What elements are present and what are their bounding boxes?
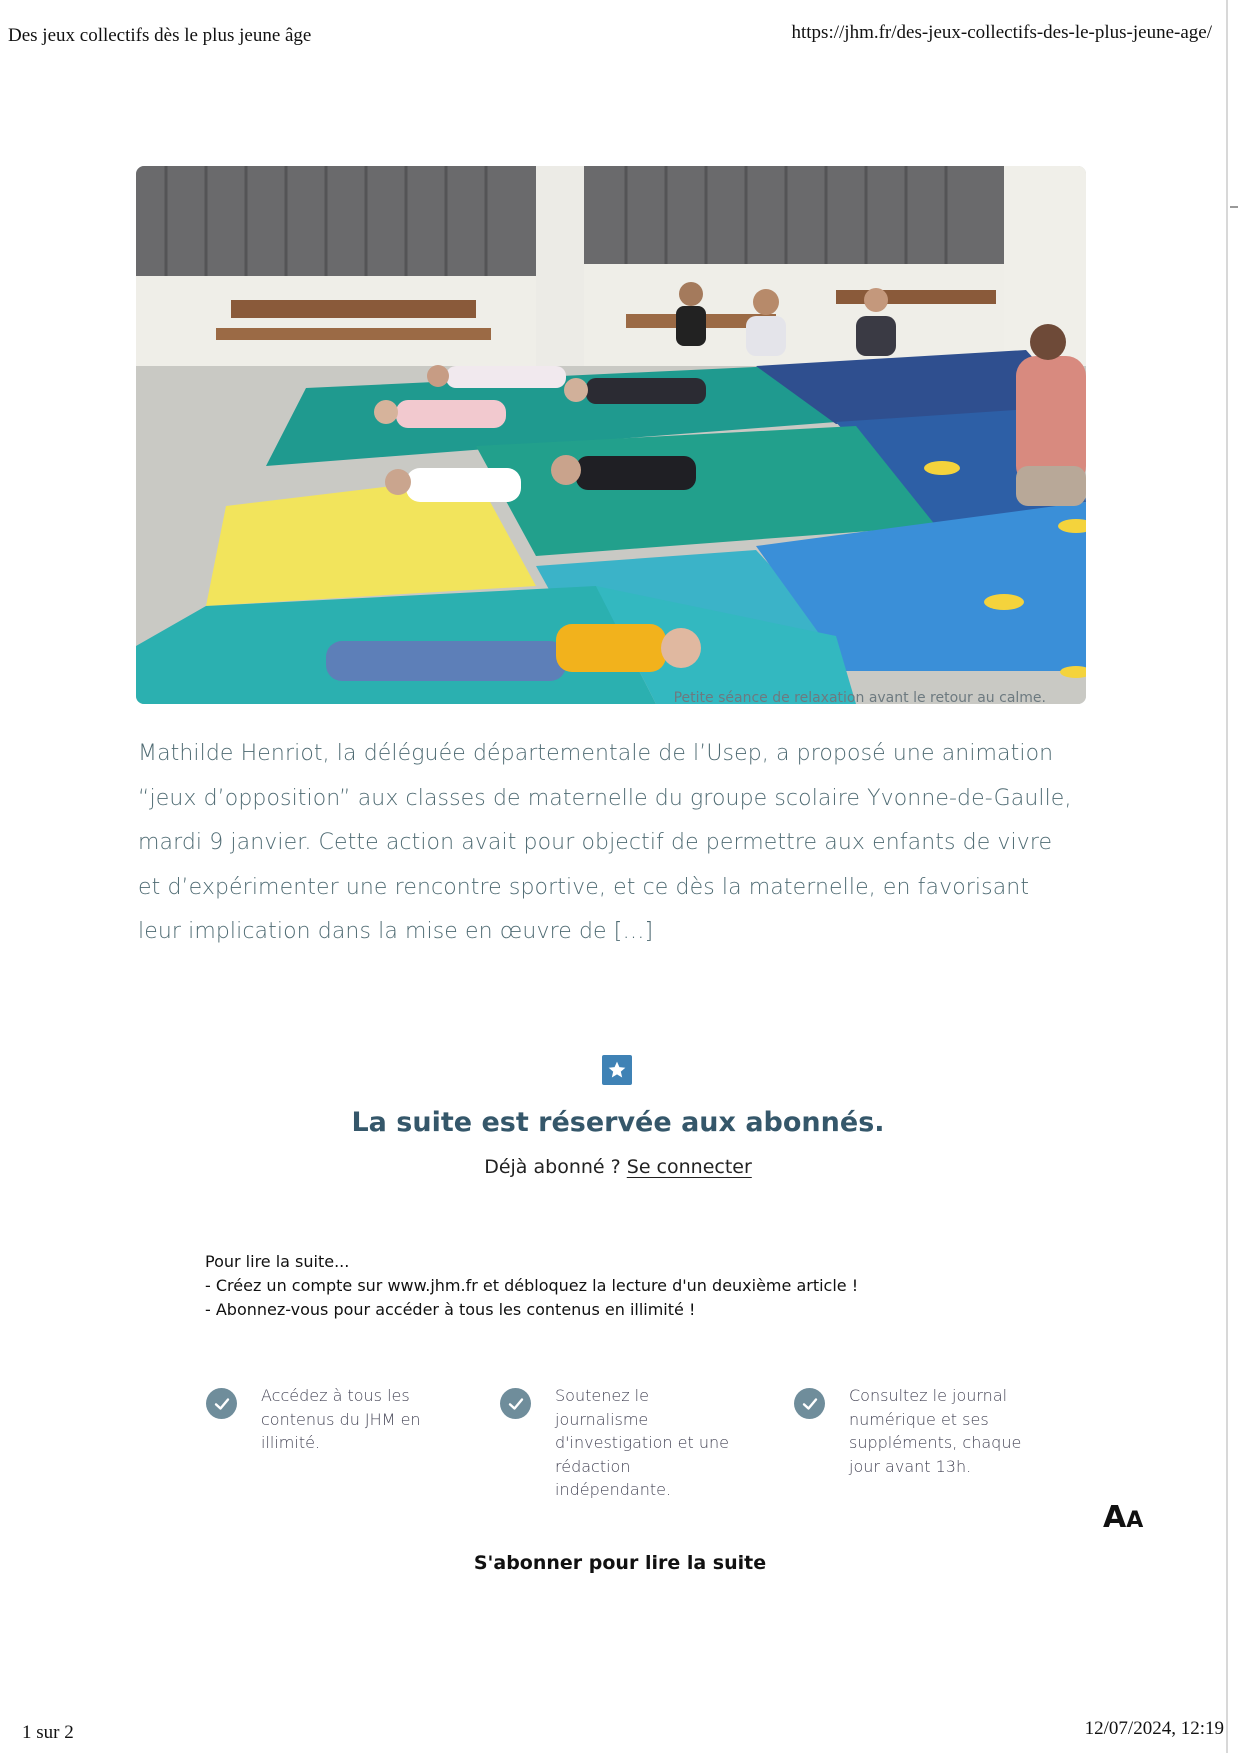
check-circle-icon bbox=[794, 1388, 825, 1419]
check-circle-icon bbox=[500, 1388, 531, 1419]
print-footer-page: 1 sur 2 bbox=[22, 1722, 74, 1743]
font-size-toggle[interactable] bbox=[1103, 1500, 1143, 1535]
photo-caption: Petite séance de relaxation avant le retour au calme. bbox=[673, 690, 1046, 706]
article-lead-paragraph: Mathilde Henriot, la déléguée départementale de l’Usep, a proposé une animation “jeux d’opposition” aux classes de maternelle du groupe scolaire Yvonne-de-Gaulle, mardi 9 janvier. Cette action avait pour objectif de permettre aux enfants de vivre et d’expérimenter une rencontre sportive, et ce dès la maternelle, en favorisant leur implication dans la mise en œuvre de […] bbox=[138, 741, 1072, 944]
subscribe-button[interactable]: S'abonner pour lire la suite bbox=[473, 1552, 767, 1574]
readmore-intro: Pour lire la suite... bbox=[205, 1252, 350, 1271]
print-header-title: Des jeux collectifs dès le plus jeune âge bbox=[8, 25, 312, 46]
print-header-url: https://jhm.fr/des-jeux-collectifs-des-le-plus-jeune-age/ bbox=[791, 22, 1212, 43]
font-size-large-glyph: A bbox=[1103, 1500, 1127, 1535]
readmore-create-account: - Créez un compte sur www.jhm.fr et débloquez la lecture d'un deuxième article ! bbox=[205, 1276, 859, 1295]
readmore-instructions bbox=[205, 1250, 858, 1322]
star-icon bbox=[602, 1055, 632, 1085]
font-size-small-glyph: A bbox=[1126, 1508, 1144, 1533]
benefit-text: Consultez le journal numérique et ses suppléments, chaque jour avant 13h. bbox=[849, 1386, 1022, 1476]
scan-edge-mark bbox=[1230, 206, 1238, 208]
already-subscribed-text: Déjà abonné ? bbox=[484, 1156, 621, 1178]
scan-edge-line bbox=[1226, 0, 1228, 1753]
readmore-subscribe: - Abonnez-vous pour accéder à tous les contenus en illimité ! bbox=[205, 1300, 696, 1319]
login-link[interactable]: Se connecter bbox=[626, 1156, 752, 1178]
benefit-text: Accédez à tous les contenus du JHM en illimité. bbox=[261, 1386, 421, 1452]
benefit-text: Soutenez le journalisme d'investigation et une rédaction indépendante. bbox=[555, 1386, 729, 1499]
article-photo bbox=[136, 166, 1086, 704]
paywall-title: La suite est réservée aux abonnés. bbox=[351, 1107, 885, 1138]
photo-relaxation-session bbox=[136, 166, 1086, 704]
check-circle-icon bbox=[206, 1388, 237, 1419]
print-footer-datetime: 12/07/2024, 12:19 bbox=[1084, 1718, 1224, 1739]
paywall-login-line bbox=[0, 1156, 1236, 1178]
